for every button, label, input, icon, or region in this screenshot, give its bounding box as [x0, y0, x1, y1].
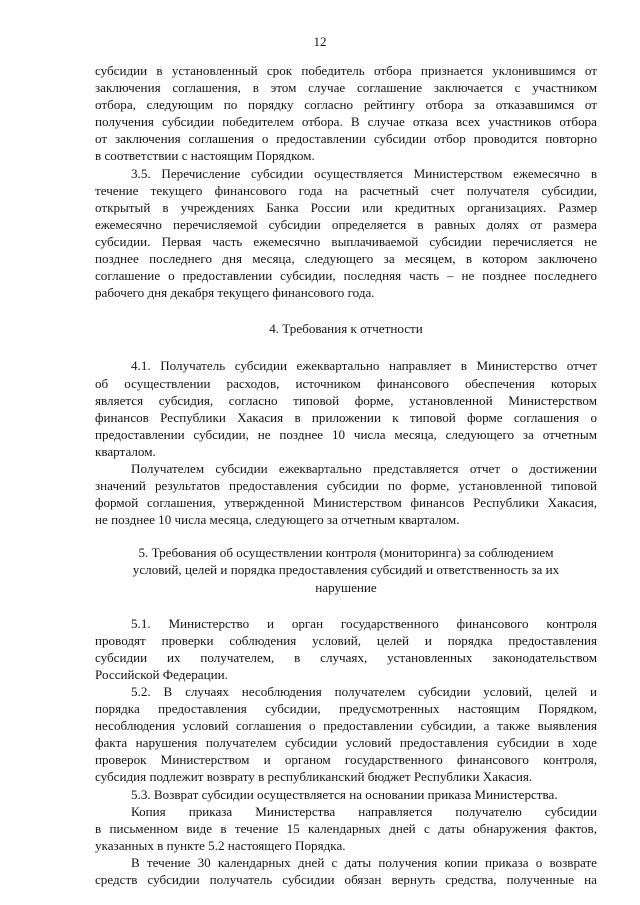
- text-line: порядка предоставления субсидии, предусмотренных настоящим Порядком,: [95, 701, 597, 717]
- text-line: об осуществлении расходов, источником финансового обеспечения которых: [95, 375, 597, 391]
- text-line: позднее последнего дня месяца, следующего за месяцем, в котором заключено: [95, 251, 597, 267]
- text-line: заключения соглашения, в этом случае соглашение заключается с участником: [95, 80, 597, 96]
- text-line: факта нарушения получателем субсидии условий предоставления субсидии в ходе: [95, 735, 597, 751]
- text-line: ежемесячно перечисляемой субсидии определяется в равных долях от размера: [95, 216, 597, 232]
- page-number: 12: [313, 34, 327, 49]
- text-line: соглашение о предоставлении субсидии, последняя часть – не позднее последнего: [95, 268, 597, 284]
- text-line: средств субсидии получатель субсидии обязан вернуть средства, полученные на: [95, 872, 597, 888]
- heading-line: нарушение: [315, 579, 377, 595]
- paragraph-5-1: [95, 615, 597, 683]
- text-line: В течение 30 календарных дней с даты получения копии приказа о возврате: [131, 854, 597, 870]
- text-line: проверок Министерством и органом государственного финансового контроля,: [95, 752, 597, 768]
- text-line: в письменном виде в течение 15 календарных дней с даты обнаружения фактов,: [95, 820, 597, 836]
- document-body: [95, 62, 597, 888]
- text-line: несоблюдения условий соглашения о предоставлении субсидии, а также выявления: [95, 718, 597, 734]
- paragraph-5-3: [95, 786, 597, 803]
- text-line: формой соглашения, утвержденной Министерством финансов Республики Хакасия,: [95, 495, 597, 511]
- text-line: указанных в пункте 5.2 настоящего Порядка.: [95, 837, 346, 853]
- text-line: не позднее 10 числа месяца, следующего за отчетным кварталом.: [95, 512, 460, 528]
- text-line: кварталом.: [95, 443, 156, 459]
- text-line: субсидии. Первая часть ежемесячно выплачиваемой субсидии перечисляется не: [95, 233, 597, 249]
- text-line: открытый в учреждениях Банка России или кредитных организациях. Размер: [95, 199, 597, 215]
- text-line: получения субсидии победителем отбора. В случае отказа всех участников отбора: [95, 114, 597, 130]
- text-line: является субсидия, согласно типовой форме, установленной Министерством: [95, 392, 597, 408]
- paragraph-4-2: [95, 460, 597, 528]
- text-line: 5.1. Министерство и орган государственного финансового контроля: [131, 615, 597, 631]
- text-line: субсидии их получателем, в случаях, установленных законодательством: [95, 649, 597, 665]
- paragraph-5-2: [95, 683, 597, 786]
- text-line: Получателем субсидии ежеквартально представляется отчет о достижении: [131, 460, 597, 476]
- text-line: 3.5. Перечисление субсидии осуществляется Министерством ежемесячно в: [131, 165, 597, 181]
- text-line: 5.3. Возврат субсидии осуществляется на основании приказа Министерства.: [131, 786, 558, 802]
- text-line: Копия приказа Министерства направляется получателю субсидии: [131, 803, 597, 819]
- text-line: 5.2. В случаях несоблюдения получателем субсидии условий, целей и: [131, 684, 597, 699]
- text-line: от заключения соглашения о предоставлении субсидии отбор проводится повторно: [95, 131, 597, 147]
- text-line: в соответствии с настоящим Порядком.: [95, 148, 315, 164]
- paragraph-4-1: [95, 357, 597, 460]
- paragraph-order-copy: [95, 803, 597, 854]
- text-line: предоставлении субсидии, не позднее 10 числа месяца, следующего за отчетным: [95, 426, 597, 442]
- text-line: Российской Федерации.: [95, 666, 228, 682]
- section-heading-5: [95, 544, 597, 595]
- text-line: субсидия подлежит возврату в республиканский бюджет Республики Хакасия.: [95, 769, 533, 785]
- text-line: течение текущего финансового года на расчетный счет получателя субсидии,: [95, 182, 597, 198]
- text-line: рабочего дня декабря текущего финансового года.: [95, 285, 375, 301]
- paragraph-return-deadline: [95, 854, 597, 888]
- text-line: 4.1. Получатель субсидии ежеквартально направляет в Министерство отчет: [131, 358, 597, 374]
- text-line: проводят проверки соблюдения условий, целей и порядка предоставления: [95, 632, 597, 648]
- paragraph-continuation: [95, 62, 597, 165]
- heading-line: 5. Требования об осуществлении контроля (мониторинга) за соблюдением: [138, 545, 554, 561]
- paragraph-3-5: [95, 165, 597, 302]
- text-line: субсидии в установленный срок победитель отбора признается уклонившимся от: [95, 63, 597, 78]
- section-heading-4: 4. Требования к отчетности: [269, 321, 423, 337]
- heading-line: условий, целей и порядка предоставления субсидий и ответственность за их: [132, 562, 560, 578]
- text-line: финансов Республики Хакасия в приложении к типовой форме соглашения о: [95, 409, 597, 425]
- text-line: значений результатов предоставления субсидии по форме, установленной типовой: [95, 478, 597, 494]
- text-line: отбора, следующим по порядку согласно рейтингу отбора за отказавшимся от: [95, 97, 597, 113]
